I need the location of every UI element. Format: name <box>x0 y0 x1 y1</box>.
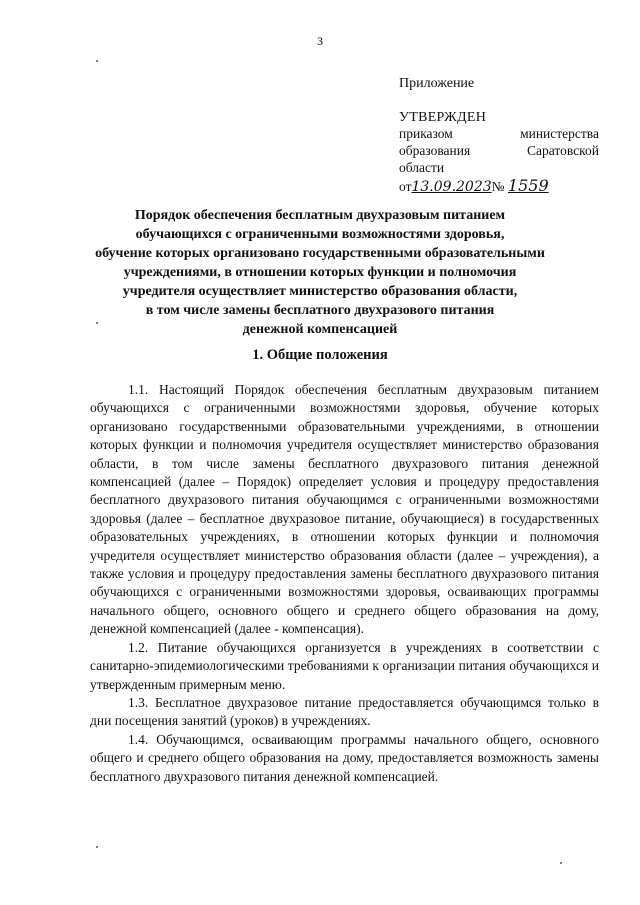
paragraph-1-2: 1.2. Питание обучающихся организуется в учреждениях в соответствии с санитарно-эпидемиологическими требованиями к организации питания обучающихся и утвержденным примерным меню. <box>90 639 599 692</box>
title-line: обучающихся с ограниченными возможностями здоровья, <box>135 227 505 242</box>
paragraph-1-4: 1.4. Обучающимся, осваивающим программы начального общего, основного общего и среднего общего образования на дому, предоставляется возможность замены бесплатного двухразового питания денежной компенсацией. <box>90 731 599 784</box>
scan-speck <box>96 322 98 324</box>
page-number: 3 <box>317 34 323 48</box>
date-prefix: от <box>399 179 412 194</box>
order-line-1 <box>399 126 599 142</box>
number-sign: № <box>491 179 505 194</box>
order-word: приказом <box>399 126 453 141</box>
title-line: учреждениями, в отношении которых функции и полномочия <box>123 265 517 280</box>
title-line: в том числе замены бесплатного двухразового питания <box>145 303 495 318</box>
paragraph-1-3: 1.3. Бесплатное двухразовое питание предоставляется обучающимся только в дни посещения занятий (уроков) в учреждениях. <box>90 694 599 729</box>
handwritten-date: 13.09.2023 <box>411 179 492 195</box>
document-title <box>40 206 600 339</box>
order-line-3: области <box>399 160 445 175</box>
document-body <box>90 381 599 786</box>
title-line: денежной компенсацией <box>242 322 398 337</box>
title-line: обучение которых организовано государственными образовательными <box>95 246 545 261</box>
title-line: Порядок обеспечения бесплатным двухразовым питанием <box>134 208 506 223</box>
appendix-label: Приложение <box>399 76 475 91</box>
order-date-line <box>399 176 549 195</box>
handwritten-number: 1559 <box>507 176 549 195</box>
scan-speck <box>96 846 98 848</box>
ministry-word: министерства <box>520 126 599 141</box>
title-line: учредителя осуществляет министерство образования области, <box>122 284 518 299</box>
region-word: Саратовской <box>527 143 599 158</box>
order-line-2 <box>399 143 599 159</box>
paragraph-1-1: 1.1. Настоящий Порядок обеспечения бесплатным двухразовым питанием обучающихся с ограниченными возможностями здоровья, обучение которых организовано государственными образовательными учреждениями, в отношении которых функции и полномочия учредителя осуществляет министерство образования области, в том числе замены бесплатного двухразового питания денежной компенсацией (далее – Порядок) определяет условия и процедуру предоставления бесплатного двухразового питания обучающимся с ограниченными возможностями здоровья (далее – бесплатное двухразовое питание, обучающиеся) в государственных образовательных учреждениях, в отношении которых функции и полномочия учредителя осуществляет министерство образования области (далее – учреждения), а также условия и процедуру предоставления замены бесплатного двухразового питания обучающихся с ограниченными возможностями здоровья, осваивающих программы начального общего, основного общего и среднего общего образования на дому, денежной компенсацией (далее - компенсация). <box>90 382 599 637</box>
scan-speck <box>96 60 98 62</box>
approved-label: УТВЕРЖДЕН <box>399 110 487 125</box>
section-heading: 1. Общие положения <box>252 347 388 363</box>
education-word: образования <box>399 143 471 158</box>
scan-speck <box>560 862 562 864</box>
